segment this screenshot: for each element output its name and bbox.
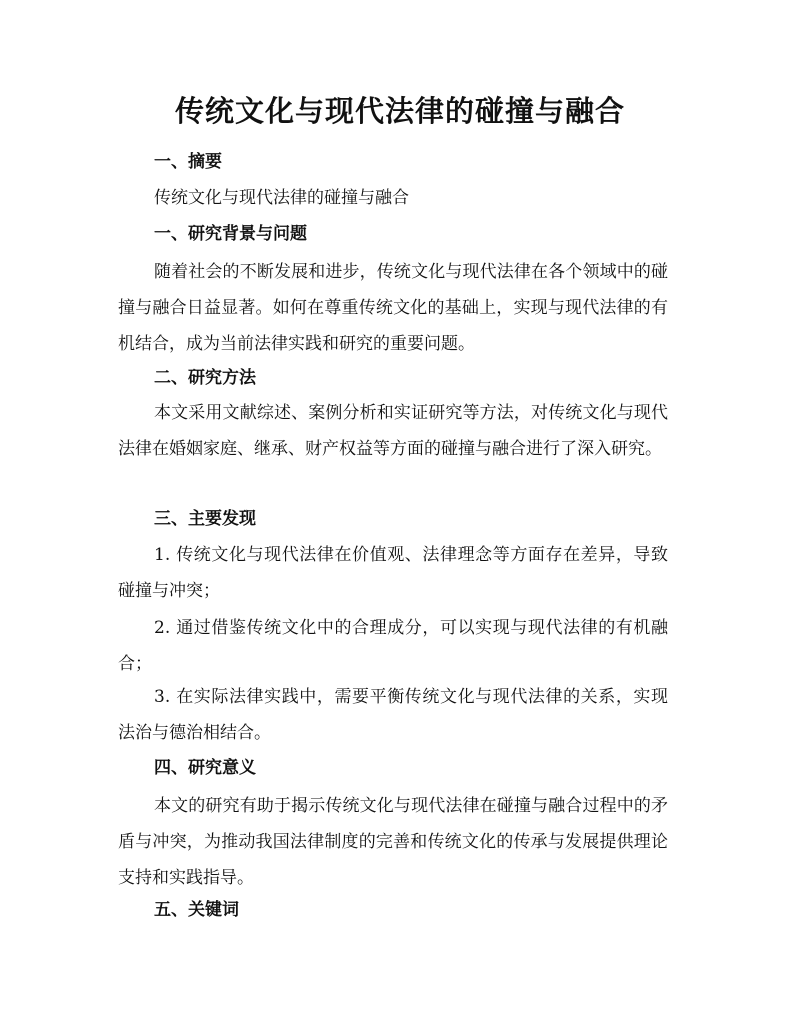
- abstract-heading: 一、摘要: [154, 152, 222, 172]
- significance-heading: 四、研究意义: [154, 758, 256, 778]
- significance-paragraph: 本文的研究有助于揭示传统文化与现代法律在碰撞与融合过程中的矛盾与冲突，为推动我国法律制度的完善和传统文化的传承与发展提供理论支持和实践指导。: [118, 796, 668, 888]
- keywords-heading: 五、关键词: [154, 900, 239, 920]
- method-paragraph: 本文采用文献综述、案例分析和实证研究等方法，对传统文化与现代法律在婚姻家庭、继承、财产权益等方面的碰撞与融合进行了深入研究。: [118, 403, 668, 459]
- findings-heading: 三、主要发现: [154, 509, 256, 529]
- background-heading: 一、研究背景与问题: [154, 224, 307, 244]
- background-paragraph: 随着社会的不断发展和进步，传统文化与现代法律在各个领域中的碰撞与融合日益显著。如何在尊重传统文化的基础上，实现与现代法律的有机结合，成为当前法律实践和研究的重要问题。: [118, 262, 668, 354]
- method-heading: 二、研究方法: [154, 368, 256, 388]
- abstract-text: 传统文化与现代法律的碰撞与融合: [154, 188, 409, 208]
- document-title: 传统文化与现代法律的碰撞与融合: [174, 94, 625, 128]
- finding-item-2: 2. 通过借鉴传统文化中的合理成分，可以实现与现代法律的有机融合；: [118, 618, 668, 674]
- finding-item-3: 3. 在实际法律实践中，需要平衡传统文化与现代法律的关系，实现法治与德治相结合。: [118, 687, 668, 743]
- finding-item-1: 1. 传统文化与现代法律在价值观、法律理念等方面存在差异，导致碰撞与冲突；: [118, 545, 668, 601]
